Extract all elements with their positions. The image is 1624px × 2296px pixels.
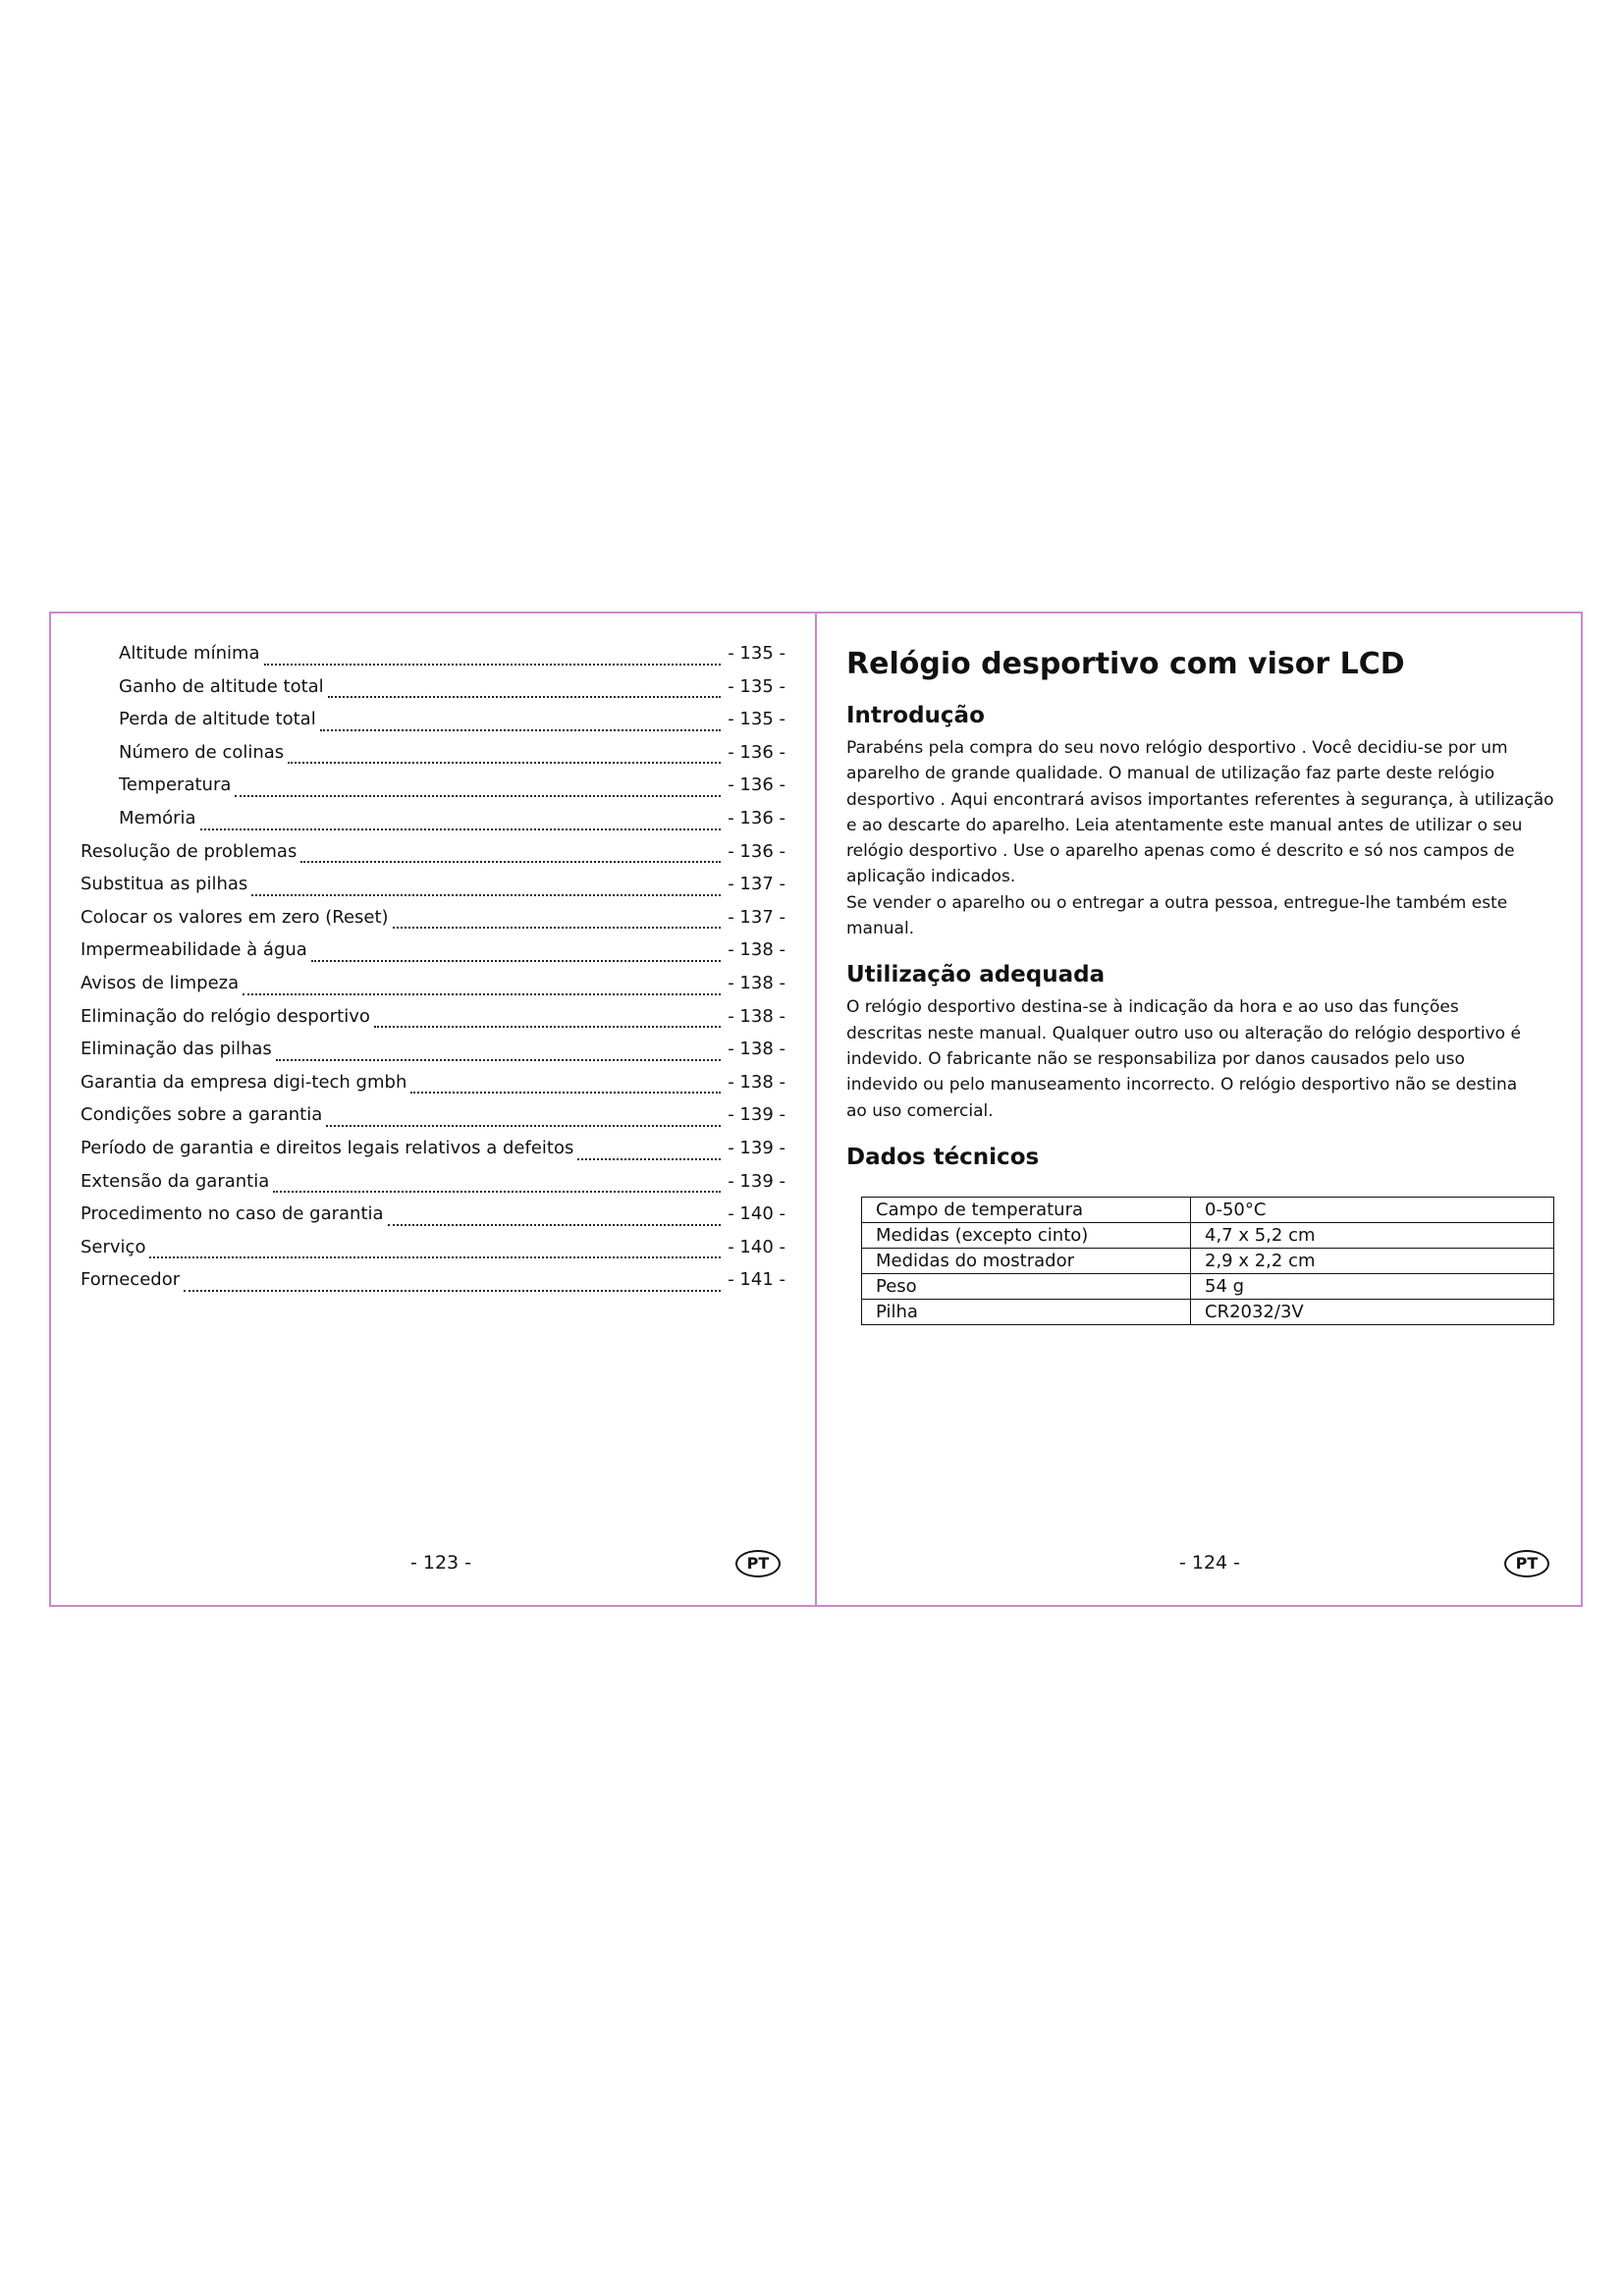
toc-entry-label: Resolução de problemas bbox=[81, 840, 298, 862]
toc-entry-label: Substitua as pilhas bbox=[81, 874, 248, 895]
toc-dot-leader bbox=[374, 1026, 721, 1028]
toc-entry bbox=[81, 1039, 785, 1072]
section-heading-dados-tecnicos: Dados técnicos bbox=[846, 1144, 1040, 1170]
spec-label: Medidas do mostrador bbox=[862, 1248, 1191, 1273]
left-page bbox=[51, 614, 815, 1605]
toc-entry bbox=[81, 907, 785, 940]
toc-dot-leader bbox=[149, 1256, 721, 1258]
toc-entry-label: Eliminação do relógio desportivo bbox=[81, 1005, 370, 1027]
toc-dot-leader bbox=[326, 1125, 721, 1127]
toc-entry-label: Número de colinas bbox=[119, 741, 285, 763]
toc-entry-page: - 136 - bbox=[728, 807, 785, 828]
text-line: e ao descarte do aparelho. Leia atentamente este manual antes de utilizar o seu bbox=[846, 815, 1523, 835]
toc-entry-label: Avisos de limpeza bbox=[81, 972, 240, 993]
toc-dot-leader bbox=[235, 795, 721, 797]
toc-entry-page: - 138 - bbox=[728, 1039, 785, 1060]
page-content bbox=[846, 647, 1559, 1325]
toc-entry-page: - 140 - bbox=[728, 1236, 785, 1257]
toc-entry bbox=[81, 774, 785, 808]
toc-entry bbox=[81, 1203, 785, 1237]
toc-entry bbox=[81, 973, 785, 1006]
page-number: - 123 - bbox=[409, 1552, 472, 1574]
spec-label: Medidas (excepto cinto) bbox=[862, 1222, 1191, 1248]
toc-entry bbox=[81, 1269, 785, 1303]
toc-entry-label: Colocar os valores em zero (Reset) bbox=[81, 906, 389, 928]
usage-paragraph bbox=[846, 994, 1559, 1123]
text-line: ao uso comercial. bbox=[846, 1100, 994, 1121]
toc-entry-page: - 136 - bbox=[728, 774, 785, 796]
toc-entry-page: - 139 - bbox=[728, 1104, 785, 1126]
toc-entry bbox=[81, 709, 785, 742]
toc-entry-label: Condições sobre a garantia bbox=[81, 1104, 323, 1126]
toc-dot-leader bbox=[288, 762, 721, 764]
toc-entry-page: - 141 - bbox=[728, 1269, 785, 1291]
toc-dot-leader bbox=[320, 729, 721, 731]
table-row bbox=[862, 1299, 1554, 1324]
toc-entry-label: Serviço bbox=[81, 1236, 146, 1257]
manual-spread bbox=[49, 612, 1583, 1607]
toc-dot-leader bbox=[273, 1191, 721, 1193]
spec-label: Pilha bbox=[862, 1299, 1191, 1324]
toc-dot-leader bbox=[410, 1092, 721, 1094]
toc-entry bbox=[81, 1171, 785, 1204]
toc-entry-page: - 138 - bbox=[728, 1071, 785, 1093]
spec-value: 4,7 x 5,2 cm bbox=[1191, 1222, 1554, 1248]
toc-entry bbox=[81, 1072, 785, 1105]
toc-dot-leader bbox=[393, 927, 721, 929]
toc-entry bbox=[81, 808, 785, 841]
toc-entry-label: Garantia da empresa digi-tech gmbh bbox=[81, 1071, 407, 1093]
toc-entry-label: Procedimento no caso de garantia bbox=[81, 1203, 384, 1225]
toc-entry-page: - 138 - bbox=[728, 939, 785, 961]
text-line: manual. bbox=[846, 919, 915, 939]
toc-dot-leader bbox=[300, 861, 721, 863]
intro-paragraph bbox=[846, 735, 1559, 941]
toc-entry-label: Eliminação das pilhas bbox=[81, 1039, 272, 1060]
toc-dot-leader bbox=[200, 828, 721, 830]
table-row bbox=[862, 1222, 1554, 1248]
toc-entry-page: - 137 - bbox=[728, 874, 785, 895]
toc-entry bbox=[81, 841, 785, 875]
document-title: Relógio desportivo com visor LCD bbox=[846, 647, 1405, 681]
toc-dot-leader bbox=[184, 1290, 721, 1292]
toc-dot-leader bbox=[577, 1158, 721, 1160]
toc-entry-page: - 136 - bbox=[728, 741, 785, 763]
spec-value: 2,9 x 2,2 cm bbox=[1191, 1248, 1554, 1273]
text-line: aparelho de grande qualidade. O manual de utilização faz parte deste relógio bbox=[846, 764, 1495, 784]
toc-entry-label: Ganho de altitude total bbox=[119, 675, 324, 697]
text-line: indevido ou pelo manuseamento incorrecto. O relógio desportivo não se destina bbox=[846, 1075, 1518, 1095]
spec-value: 54 g bbox=[1191, 1273, 1554, 1299]
toc-entry-label: Temperatura bbox=[119, 774, 232, 796]
right-page bbox=[817, 614, 1583, 1605]
toc-entry-page: - 135 - bbox=[728, 709, 785, 730]
toc-entry bbox=[81, 643, 785, 676]
page-number: - 124 - bbox=[1178, 1552, 1241, 1574]
language-badge: PT bbox=[735, 1550, 781, 1577]
toc-entry bbox=[81, 1138, 785, 1171]
language-badge: PT bbox=[1504, 1550, 1549, 1577]
toc-entry-page: - 138 - bbox=[728, 972, 785, 993]
section-heading-introducao: Introdução bbox=[846, 703, 985, 728]
text-line: aplicação indicados. bbox=[846, 867, 1016, 887]
table-row bbox=[862, 1273, 1554, 1299]
toc-entry bbox=[81, 1104, 785, 1138]
text-line: O relógio desportivo destina-se à indicação da hora e ao uso das funções bbox=[846, 997, 1459, 1018]
toc-entry bbox=[81, 874, 785, 907]
table-row bbox=[862, 1248, 1554, 1273]
text-line: relógio desportivo . Use o aparelho apenas como é descrito e só nos campos de bbox=[846, 841, 1515, 862]
spec-label: Peso bbox=[862, 1273, 1191, 1299]
toc-entry bbox=[81, 1006, 785, 1040]
text-line: desportivo . Aqui encontrará avisos importantes referentes à segurança, à utilização bbox=[846, 789, 1554, 810]
toc-entry bbox=[81, 742, 785, 775]
toc-entry-page: - 137 - bbox=[728, 906, 785, 928]
toc-entry-page: - 135 - bbox=[728, 643, 785, 664]
toc-entry-page: - 135 - bbox=[728, 675, 785, 697]
toc-entry-page: - 138 - bbox=[728, 1005, 785, 1027]
toc-entry bbox=[81, 939, 785, 973]
technical-data-table bbox=[861, 1197, 1554, 1325]
text-line: indevido. O fabricante não se responsabiliza por danos causados pelo uso bbox=[846, 1048, 1465, 1069]
toc-entry-page: - 139 - bbox=[728, 1137, 785, 1158]
toc-dot-leader bbox=[311, 960, 721, 962]
toc-entry-label: Período de garantia e direitos legais relativos a defeitos bbox=[81, 1137, 574, 1158]
toc-entry-label: Impermeabilidade à água bbox=[81, 939, 307, 961]
toc-dot-leader bbox=[388, 1224, 721, 1226]
section-heading-utilizacao: Utilização adequada bbox=[846, 962, 1106, 988]
toc-entry-page: - 140 - bbox=[728, 1203, 785, 1225]
toc-entry-page: - 136 - bbox=[728, 840, 785, 862]
spec-value: 0-50°C bbox=[1191, 1197, 1554, 1222]
toc-entry-page: - 139 - bbox=[728, 1170, 785, 1192]
toc-dot-leader bbox=[276, 1059, 721, 1061]
toc-entry bbox=[81, 1237, 785, 1270]
toc-dot-leader bbox=[251, 894, 721, 896]
text-line: Se vender o aparelho ou o entregar a outra pessoa, entregue-lhe também este bbox=[846, 892, 1508, 913]
spec-label: Campo de temperatura bbox=[862, 1197, 1191, 1222]
toc-dot-leader bbox=[328, 696, 721, 698]
toc-entry-label: Fornecedor bbox=[81, 1269, 181, 1291]
toc-entry-label: Perda de altitude total bbox=[119, 709, 316, 730]
toc-dot-leader bbox=[264, 664, 721, 666]
toc-dot-leader bbox=[243, 993, 721, 995]
text-line: descritas neste manual. Qualquer outro uso ou alteração do relógio desportivo é bbox=[846, 1023, 1521, 1043]
toc-entry bbox=[81, 676, 785, 710]
toc-entry-label: Altitude mínima bbox=[119, 643, 260, 664]
table-of-contents bbox=[81, 643, 785, 1303]
toc-entry-label: Memória bbox=[119, 807, 196, 828]
text-line: Parabéns pela compra do seu novo relógio desportivo . Você decidiu-se por um bbox=[846, 738, 1508, 758]
spec-value: CR2032/3V bbox=[1191, 1299, 1554, 1324]
table-row bbox=[862, 1197, 1554, 1222]
toc-entry-label: Extensão da garantia bbox=[81, 1170, 270, 1192]
